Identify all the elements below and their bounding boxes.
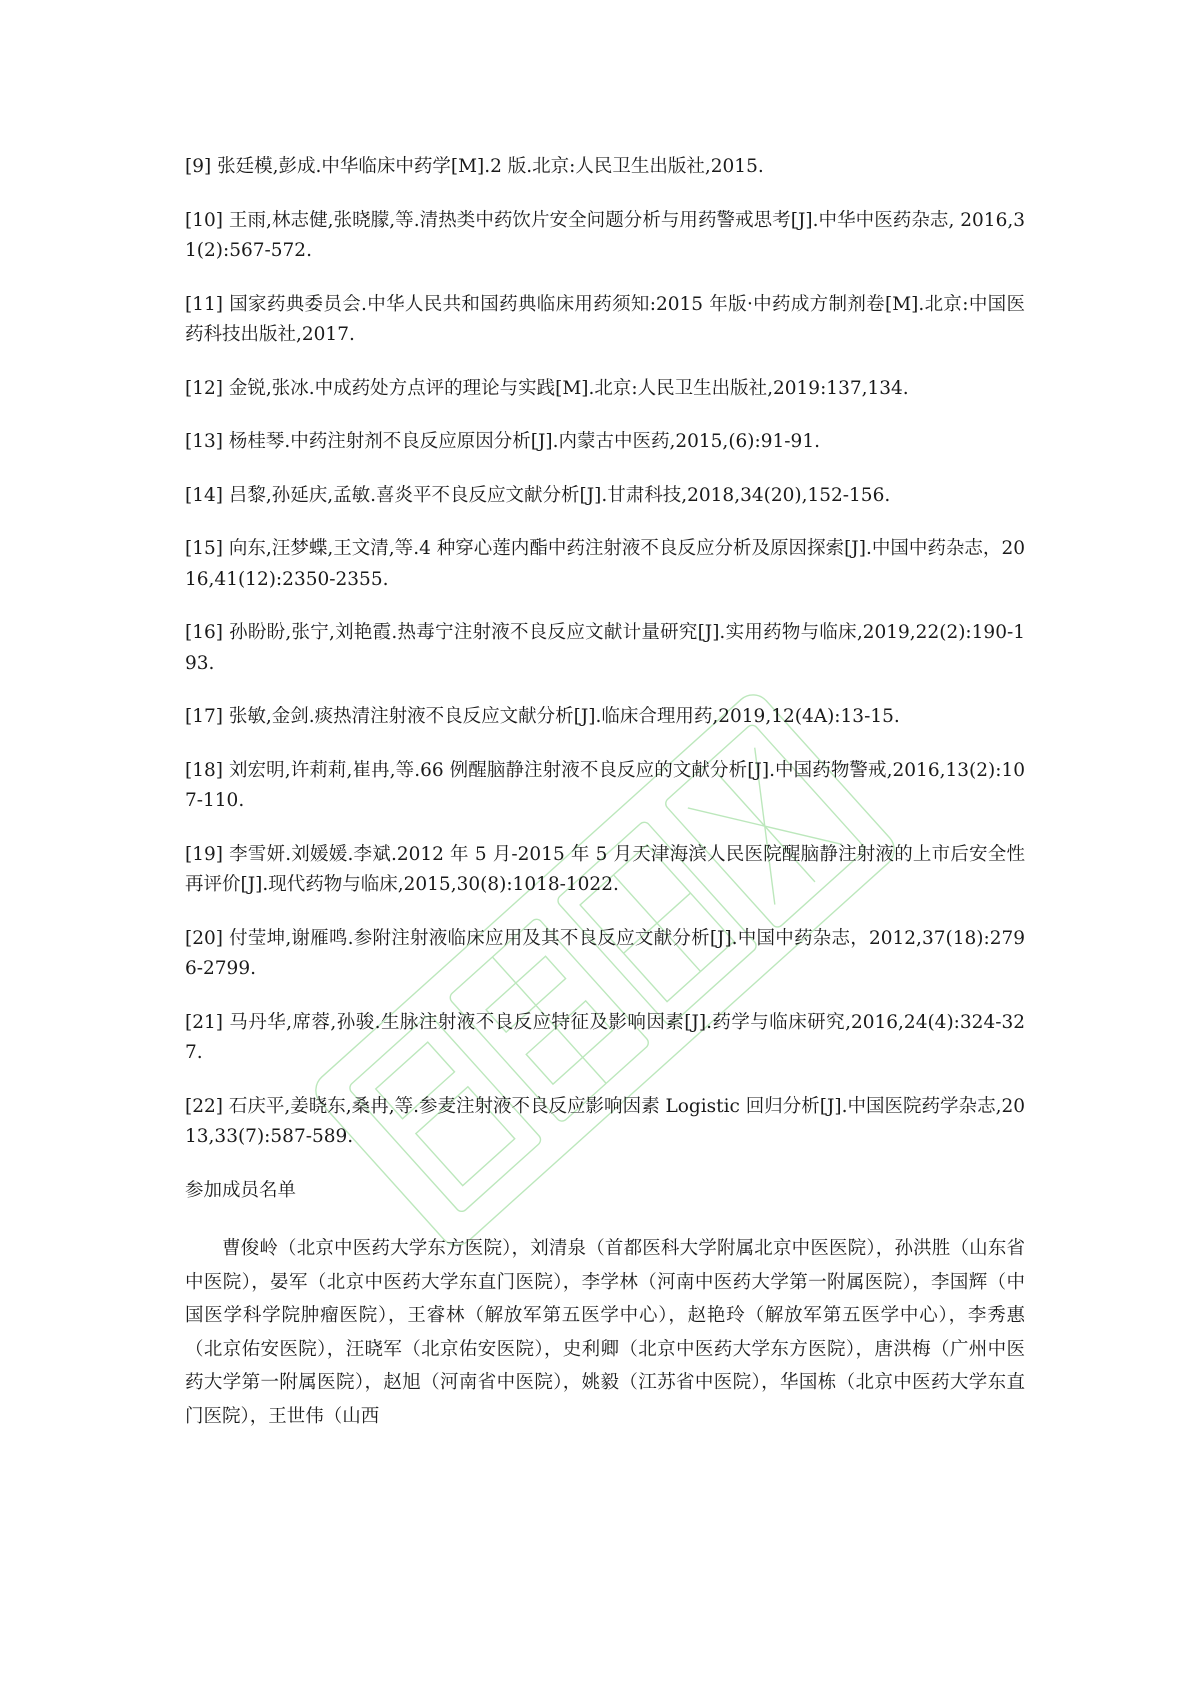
reference-item: [13] 杨桂琴.中药注射剂不良反应原因分析[J].内蒙古中医药,2015,(6):91-91.	[185, 431, 820, 452]
reference-item: [17] 张敏,金剑.痰热清注射液不良反应文献分析[J].临床合理用药,2019,12(4A):13-15.	[185, 706, 900, 727]
reference-item: [12] 金锐,张冰.中成药处方点评的理论与实践[M].北京:人民卫生出版社,2019:137,134.	[185, 377, 909, 399]
reference-item: [15] 向东,汪梦蝶,王文清,等.4 种穿心莲内酯中药注射液不良反应分析及原因探索[J].中国中药杂志，2016,41(12):2350-2355.	[185, 538, 1025, 590]
document-content	[185, 152, 1025, 1433]
reference-list	[185, 152, 1025, 1153]
reference-item: [16] 孙盼盼,张宁,刘艳霞.热毒宁注射液不良反应文献计量研究[J].实用药物与临床,2019,22(2):190-193.	[185, 622, 1025, 674]
reference-item: [21] 马丹华,席蓉,孙骏.生脉注射液不良反应特征及影响因素[J].药学与临床研究,2016,24(4):324-327.	[185, 1011, 1025, 1063]
reference-item: [22] 石庆平,姜晓东,桑冉,等.参麦注射液不良反应影响因素 Logistic 回归分析[J].中国医院药学杂志,2013,33(7):587-589.	[185, 1095, 1025, 1147]
reference-item: [11] 国家药典委员会.中华人民共和国药典临床用药须知:2015 年版·中药成方制剂卷[M].北京:中国医药科技出版社,2017.	[185, 293, 1025, 345]
reference-item: [14] 吕黎,孙延庆,孟敏.喜炎平不良反应文献分析[J].甘肃科技,2018,34(20),152-156.	[185, 484, 891, 506]
reference-item: [9] 张廷模,彭成.中华临床中药学[M].2 版.北京:人民卫生出版社,2015.	[185, 156, 764, 177]
reference-item: [10] 王雨,林志健,张晓朦,等.清热类中药饮片安全问题分析与用药警戒思考[J].中华中医药杂志, 2016,31(2):567-572.	[185, 209, 1025, 261]
members-paragraph: 曹俊岭（北京中医药大学东方医院），刘清泉（首都医科大学附属北京中医医院），孙洪胜（山东省中医院），晏军（北京中医药大学东直门医院），李学林（河南中医药大学第一附属医院），李国辉（中国医学科学院肿瘤医院），王睿林（解放军第五医学中心），赵艳玲（解放军第五医学中心），李秀惠（北京佑安医院），汪晓军（北京佑安医院），史利卿（北京中医药大学东方医院），唐洪梅（广州中医药大学第一附属医院），赵旭（河南省中医院），姚毅（江苏省中医院），华国栋（北京中医药大学东直门医院），王世伟（山西	[185, 1238, 1025, 1427]
reference-item: [19] 李雪妍.刘媛媛.李斌.2012 年 5 月-2015 年 5 月天津海滨人民医院醒脑静注射液的上市后安全性再评价[J].现代药物与临床,2015,30(8):1018-1022.	[185, 843, 1025, 895]
members-section-title: 参加成员名单	[185, 1179, 297, 1201]
reference-item: [20] 付莹坤,谢雁鸣.参附注射液临床应用及其不良反应文献分析[J].中国中药杂志，2012,37(18):2796-2799.	[185, 927, 1025, 979]
reference-item: [18] 刘宏明,许莉莉,崔冉,等.66 例醒脑静注射液不良反应的文献分析[J].中国药物警戒,2016,13(2):107-110.	[185, 759, 1025, 811]
